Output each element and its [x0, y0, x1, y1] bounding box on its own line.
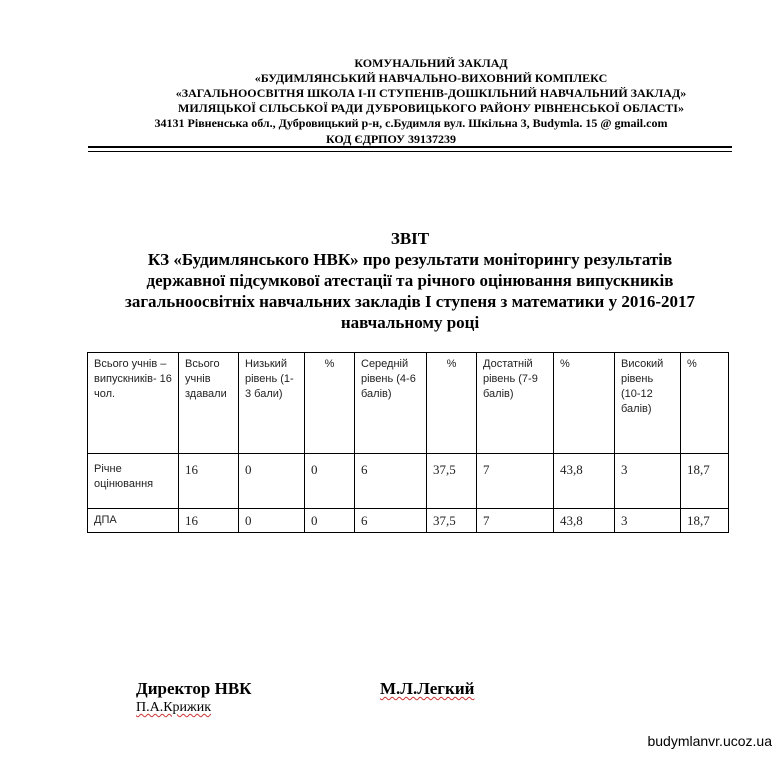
signature-name: М.Л.Легкий — [380, 679, 475, 698]
cell-low-count: 0 — [239, 509, 305, 533]
cell-students-took: 16 — [179, 454, 239, 509]
header-total-students: Всього учнів – випускників- 16 чол. — [88, 353, 179, 454]
table-row — [88, 454, 729, 509]
cell-medium-count: 6 — [355, 454, 427, 509]
cell-low-percent: 0 — [305, 454, 355, 509]
cell-high-percent: 18,7 — [681, 454, 729, 509]
header-medium-level: Середній рівень (4-6 балів) — [355, 353, 427, 454]
header-students-took: Всього учнів здавали — [179, 353, 239, 454]
cell-sufficient-percent: 43,8 — [554, 509, 615, 533]
signature-role: Директор НВК — [136, 679, 252, 698]
report-subtitle-line-3: загальноосвітніх навчальних закладів І ступеня з математики у 2016-2017 — [125, 292, 695, 311]
cell-medium-percent: 37,5 — [427, 454, 477, 509]
cell-students-took: 16 — [179, 509, 239, 533]
letterhead-line-2: «БУДИМЛЯНСЬКИЙ НАВЧАЛЬНО-ВИХОВНИЙ КОМПЛЕКС — [254, 71, 608, 85]
cell-sufficient-count: 7 — [477, 454, 554, 509]
cell-high-count: 3 — [615, 454, 681, 509]
header-low-level: Низький рівень (1-3 бали) — [239, 353, 305, 454]
report-title: ЗВІТ — [390, 229, 430, 248]
site-watermark: budymlanvr.ucoz.ua — [647, 733, 772, 749]
header-high-level: Високий рівень (10-12 балів) — [615, 353, 681, 454]
row-label: Річне оцінювання — [88, 454, 179, 509]
letterhead-line-3: «ЗАГАЛЬНООСВІТНЯ ШКОЛА І-ІІ СТУПЕНІВ-ДОШКІЛЬНИЙ НАВЧАЛЬНИЙ ЗАКЛАД» — [175, 86, 687, 100]
table-header-row — [88, 353, 729, 454]
report-subtitle-line-1: КЗ «Будимлянського НВК» про результати моніторингу результатів — [147, 250, 673, 269]
letterhead-line-1: КОМУНАЛЬНИЙ ЗАКЛАД — [354, 56, 508, 70]
results-table — [87, 352, 729, 533]
cell-high-count: 3 — [615, 509, 681, 533]
cell-high-percent: 18,7 — [681, 509, 729, 533]
executor-name: П.А.Крижик — [136, 700, 212, 715]
report-subtitle-line-2: державної підсумкової атестації та річного оцінювання випускників — [146, 271, 674, 290]
letterhead-rule-thick — [88, 146, 732, 148]
cell-low-count: 0 — [239, 454, 305, 509]
letterhead-rule-thin — [88, 151, 732, 152]
header-sufficient-percent: % — [554, 353, 615, 454]
header-high-percent: % — [681, 353, 729, 454]
letterhead-address: 34131 Рівненська обл., Дубровицький р-н, с.Будимля вул. Шкільна 3, Budymla. 15 @ gmail.com — [154, 116, 668, 130]
row-label: ДПА — [88, 509, 179, 533]
header-sufficient-level: Достатній рівень (7-9 балів) — [477, 353, 554, 454]
cell-sufficient-count: 7 — [477, 509, 554, 533]
header-medium-percent: % — [427, 353, 477, 454]
letterhead-line-4: МИЛЯЦЬКОЇ СІЛЬСЬКОЇ РАДИ ДУБРОВИЦЬКОГО РАЙОНУ РІВНЕНСЬКОЇ ОБЛАСТІ» — [178, 101, 684, 115]
table-row — [88, 509, 729, 533]
cell-low-percent: 0 — [305, 509, 355, 533]
cell-medium-percent: 37,5 — [427, 509, 477, 533]
header-low-percent: % — [305, 353, 355, 454]
cell-medium-count: 6 — [355, 509, 427, 533]
report-subtitle-line-4: навчальному році — [340, 313, 480, 332]
cell-sufficient-percent: 43,8 — [554, 454, 615, 509]
letterhead-edrpou: КОД ЄДРПОУ 39137239 — [326, 132, 456, 146]
